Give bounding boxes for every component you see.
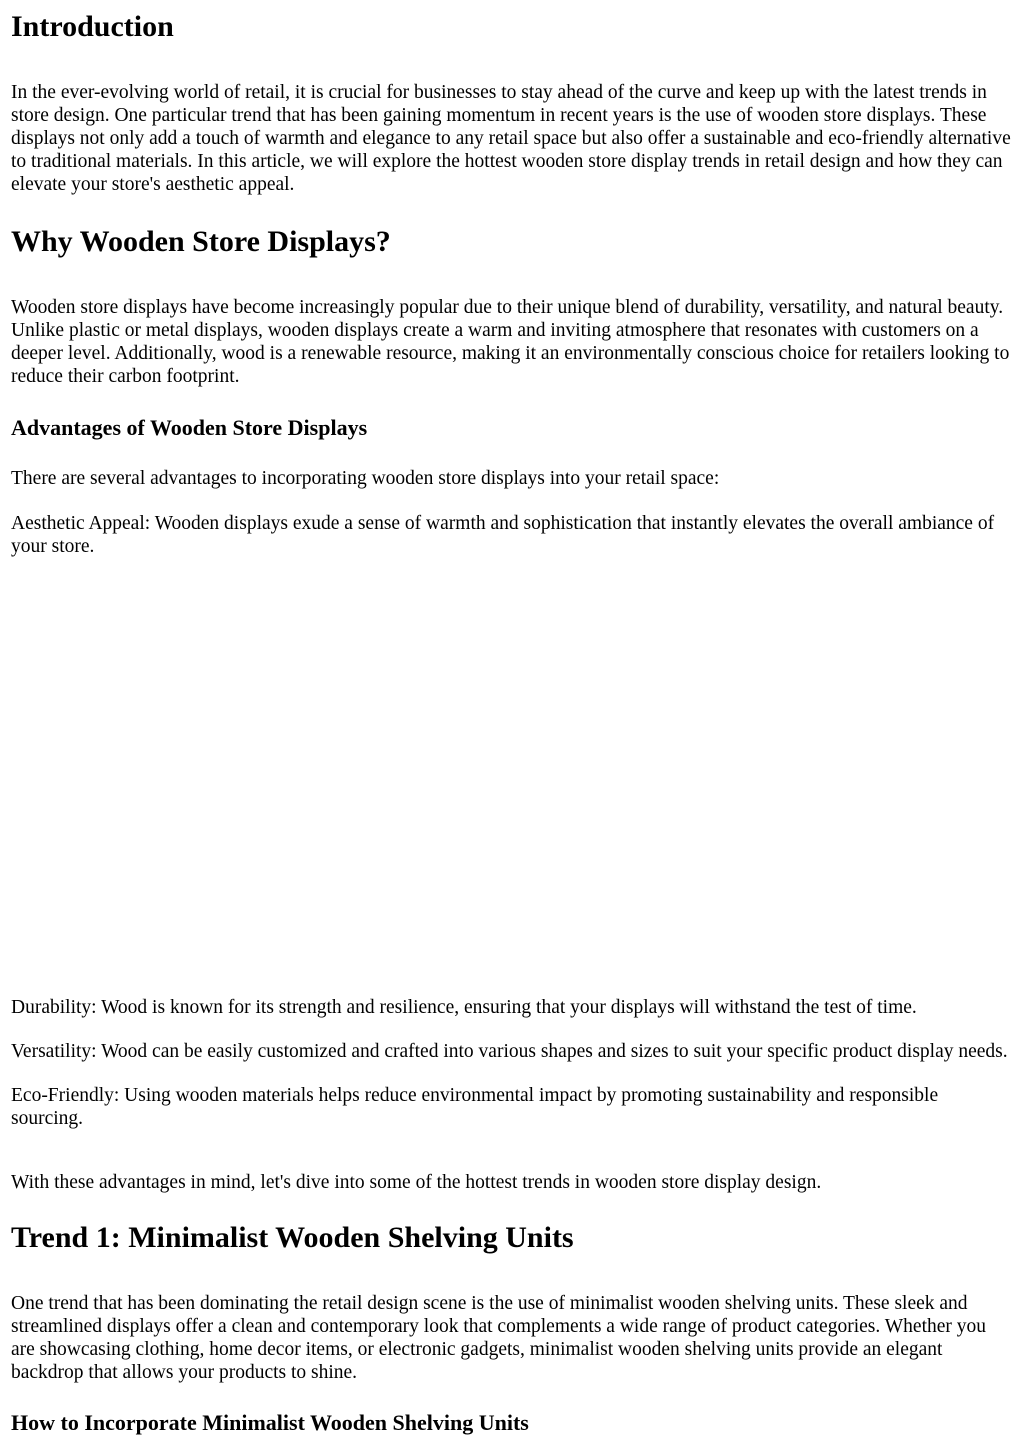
image-placeholder: [11, 558, 1013, 996]
intro-heading: Introduction: [11, 10, 174, 43]
advantages-intro: There are several advantages to incorporating wooden store displays into your retail space:: [11, 468, 720, 489]
advantage-aesthetic: Aesthetic Appeal: Wooden displays exude a sense of warmth and sophistication that instantly elevates the overall ambiance of your store.: [11, 513, 995, 557]
why-paragraph: Wooden store displays have become increasingly popular due to their unique blend of durability, versatility, and natural beauty. Unlike plastic or metal displays, wooden displays create a warm and inviting atmosphere that resonates with customers on a deeper level. Additionally, wood is a renewable resource, making it an environmentally conscious choice for retailers looking to reduce their carbon footprint.: [11, 297, 1010, 387]
trend1-paragraph: One trend that has been dominating the retail design scene is the use of minimalist wooden shelving units. These sleek and streamlined displays offer a clean and contemporary look that complements a wide range of product categories. Whether you are showcasing clothing, home decor items, or electronic gadgets, minimalist wooden shelving units provide an elegant backdrop that allows your products to shine.: [11, 1293, 987, 1383]
advantages-heading: Advantages of Wooden Store Displays: [11, 415, 368, 440]
advantage-versatility: Versatility: Wood can be easily customized and crafted into various shapes and sizes to suit your specific product display needs.: [11, 1041, 1008, 1062]
why-heading: Why Wooden Store Displays?: [11, 225, 391, 258]
trend1-heading: Trend 1: Minimalist Wooden Shelving Units: [11, 1221, 574, 1254]
intro-paragraph: In the ever-evolving world of retail, it is crucial for businesses to stay ahead of the curve and keep up with the latest trends in store design. One particular trend that has been gaining momentum in recent years is the use of wooden store displays. These displays not only add a touch of warmth and elegance to any retail space but also offer a sustainable and eco-friendly alternative to traditional materials. In this article, we will explore the hottest wooden store display trends in retail design and how they can elevate your store's aesthetic appeal.: [11, 82, 1011, 195]
advantage-eco: Eco-Friendly: Using wooden materials helps reduce environmental impact by promoting sustainability and responsible sourcing.: [11, 1085, 939, 1129]
advantage-durability: Durability: Wood is known for its strength and resilience, ensuring that your displays will withstand the test of time.: [11, 997, 917, 1018]
with-paragraph: With these advantages in mind, let's dive into some of the hottest trends in wooden store display design.: [11, 1172, 822, 1193]
how-heading: How to Incorporate Minimalist Wooden Shelving Units: [11, 1410, 529, 1435]
